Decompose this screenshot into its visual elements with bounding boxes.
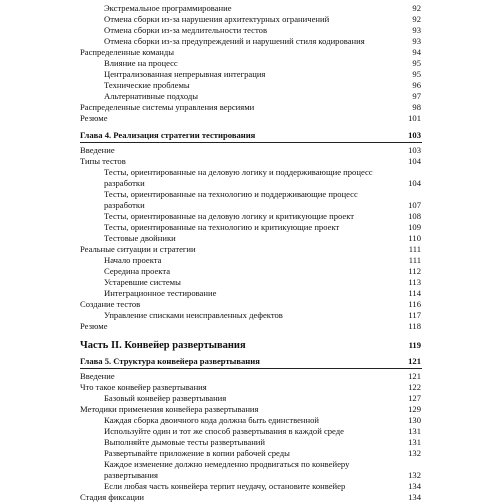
toc-entry [0, 58, 500, 69]
toc-entry [0, 492, 500, 503]
toc-entry-text: Методики применения конвейера развертывания [80, 404, 259, 414]
toc-entry [0, 448, 500, 459]
toc-entry-page: 92 [412, 14, 421, 24]
toc-entry-text: Типы тестов [80, 156, 126, 166]
toc-entry-text: Резюме [80, 321, 108, 331]
toc-entry-text: Реальные ситуации и стратегии [80, 244, 196, 254]
toc-entry-text: разработки [104, 178, 145, 188]
toc-entry-page: 97 [412, 91, 421, 101]
toc-entry [0, 288, 500, 299]
toc-entry [0, 167, 500, 178]
toc-entry-text: Интеграционное тестирование [104, 288, 217, 298]
toc-entry-page: 101 [408, 113, 421, 123]
toc-entry [0, 266, 500, 277]
toc-entry-text: Используйте один и тот же способ развертывания в каждой среде [104, 426, 344, 436]
toc-entry-text: Выполняйте дымовые тесты развертываний [104, 437, 265, 447]
toc-entry-page: 129 [408, 404, 421, 414]
toc-entry-text: Если любая часть конвейера терпит неудачу, остановите конвейер [104, 481, 346, 491]
toc-entry-page: 96 [412, 80, 421, 90]
toc-entry-page: 116 [408, 299, 421, 309]
toc-entry-text: Отмена сборки из-за медлительности тестов [104, 25, 267, 35]
toc-entry [0, 321, 500, 332]
toc-entry [0, 437, 500, 448]
toc-entry [0, 189, 500, 200]
toc-entry-page: 117 [408, 310, 421, 320]
toc-entry-text: Тесты, ориентированные на деловую логику и поддерживающие процесс [104, 167, 373, 177]
toc-entry-text: Каждая сборка двоичного кода должна быть единственной [104, 415, 319, 425]
toc-entry-page: 132 [408, 448, 421, 458]
toc-entry-page: 130 [408, 415, 421, 425]
toc-entry [0, 459, 500, 470]
toc-entry-text: Тесты, ориентированные на технологию и поддерживающие процесс [104, 189, 358, 199]
toc-entry-text: Тесты, ориентированные на технологию и критикующие проект [104, 222, 340, 232]
toc-part-heading [0, 340, 500, 351]
toc-entry [0, 91, 500, 102]
toc-entry-page: 98 [412, 102, 421, 112]
toc-entry-text: Создание тестов [80, 299, 141, 309]
toc-entry-page: 131 [408, 437, 421, 447]
toc-entry-page: 118 [408, 321, 421, 331]
toc-entry-page: 95 [412, 69, 421, 79]
toc-entry-page: 93 [412, 25, 421, 35]
toc-entry-text: Резюме [80, 113, 108, 123]
toc-entry [0, 47, 500, 58]
toc-entry-text: Введение [80, 145, 115, 155]
toc-entry-page: 103 [408, 145, 421, 155]
toc-entry [0, 404, 500, 415]
toc-entry-page: 111 [408, 244, 421, 254]
toc-entry-text: Развертывайте приложение в копии рабочей среды [104, 448, 290, 458]
toc-entry-page: 113 [408, 277, 421, 287]
toc-entry-text: Тесты, ориентированные на деловую логику и критикующие проект [104, 211, 355, 221]
toc-entry [0, 211, 500, 222]
toc-entry-text: Управление списками неисправленных дефектов [104, 310, 283, 320]
toc-chapter-title: Глава 4. Реализация стратегии тестирования [80, 130, 256, 140]
toc-entry [0, 481, 500, 492]
toc-entry-text: Введение [80, 371, 115, 381]
toc-entry-page: 134 [408, 481, 421, 491]
toc-entry [0, 222, 500, 233]
toc-entry-text: Экстремальное программирование [104, 3, 232, 13]
toc-entry-page: 94 [412, 47, 421, 57]
chapter-rule [80, 368, 422, 369]
toc-entry-text: Середина проекта [104, 266, 171, 276]
toc-entry-page: 114 [408, 288, 421, 298]
toc-entry [0, 393, 500, 404]
toc-entry-text: Отмена сборки из-за предупреждений и нарушений стиля кодирования [104, 36, 365, 46]
toc-entry-page: 103 [408, 130, 421, 140]
toc-entry [0, 255, 500, 266]
toc-entry-text: Базовый конвейер развертывания [104, 393, 227, 403]
toc-entry-text: Централизованная непрерывная интеграция [104, 69, 266, 79]
toc-entry-page: 121 [408, 371, 421, 381]
toc-entry-page: 104 [408, 156, 421, 166]
toc-entry [0, 156, 500, 167]
toc-entry-text: развертывания [104, 470, 158, 480]
toc-entry [0, 233, 500, 244]
toc-entry-page: 131 [408, 426, 421, 436]
toc-entry-continuation [0, 200, 500, 211]
toc-entry [0, 426, 500, 437]
toc-entry [0, 382, 500, 393]
toc-entry-text: Технические проблемы [104, 80, 190, 90]
toc-entry-page: 112 [408, 266, 421, 276]
toc-entry-text: Альтернативные подходы [104, 91, 199, 101]
toc-entry [0, 69, 500, 80]
toc-entry-text: Начало проекта [104, 255, 162, 265]
toc-entry [0, 145, 500, 156]
toc-entry [0, 25, 500, 36]
toc-entry [0, 102, 500, 113]
toc-entry-page: 127 [408, 393, 421, 403]
toc-entry-page: 119 [408, 340, 421, 350]
toc-entry-page: 111 [408, 255, 421, 265]
toc-entry-text: Распределенные системы управления версиями [80, 102, 255, 112]
toc-entry-page: 104 [408, 178, 421, 188]
toc-entry [0, 80, 500, 91]
toc-entry-text: Отмена сборки из-за нарушения архитектурных ограничений [104, 14, 330, 24]
toc-entry [0, 36, 500, 47]
toc-chapter-title: Глава 5. Структура конвейера развертывания [80, 356, 260, 366]
toc-chapter-heading [0, 356, 500, 367]
toc-entry-continuation [0, 178, 500, 189]
toc-entry-page: 108 [408, 211, 421, 221]
toc-entry [0, 371, 500, 382]
toc-entry-text: Что такое конвейер развертывания [80, 382, 207, 392]
toc-entry [0, 310, 500, 321]
toc-entry [0, 299, 500, 310]
toc-entry-text: Каждое изменение должно немедленно продвигаться по конвейеру [104, 459, 350, 469]
toc-entry-continuation [0, 470, 500, 481]
toc-entry [0, 113, 500, 124]
toc-chapter-heading [0, 130, 500, 141]
toc-entry-page: 107 [408, 200, 421, 210]
toc-part-title: Часть II. Конвейер развертывания [80, 340, 246, 351]
toc-entry-page: 92 [412, 3, 421, 13]
toc-entry-page: 132 [408, 470, 421, 480]
toc-entry [0, 415, 500, 426]
toc-entry-page: 110 [408, 233, 421, 243]
toc-entry [0, 3, 500, 14]
toc-entry-text: Стадия фиксации [80, 492, 145, 502]
toc-entry-page: 109 [408, 222, 421, 232]
chapter-rule [80, 142, 422, 143]
toc-entry-text: Распределенные команды [80, 47, 175, 57]
toc-entry [0, 277, 500, 288]
toc-entry-page: 122 [408, 382, 421, 392]
toc-entry [0, 244, 500, 255]
toc-entry-text: разработки [104, 200, 145, 210]
toc-entry [0, 14, 500, 25]
toc-entry-text: Влияние на процесс [104, 58, 178, 68]
toc-entry-page: 121 [408, 356, 421, 366]
toc-entry-text: Тестовые двойники [104, 233, 176, 243]
toc-entry-page: 134 [408, 492, 421, 502]
toc-entry-page: 95 [412, 58, 421, 68]
toc-entry-page: 93 [412, 36, 421, 46]
toc-entry-text: Устаревшие системы [104, 277, 181, 287]
